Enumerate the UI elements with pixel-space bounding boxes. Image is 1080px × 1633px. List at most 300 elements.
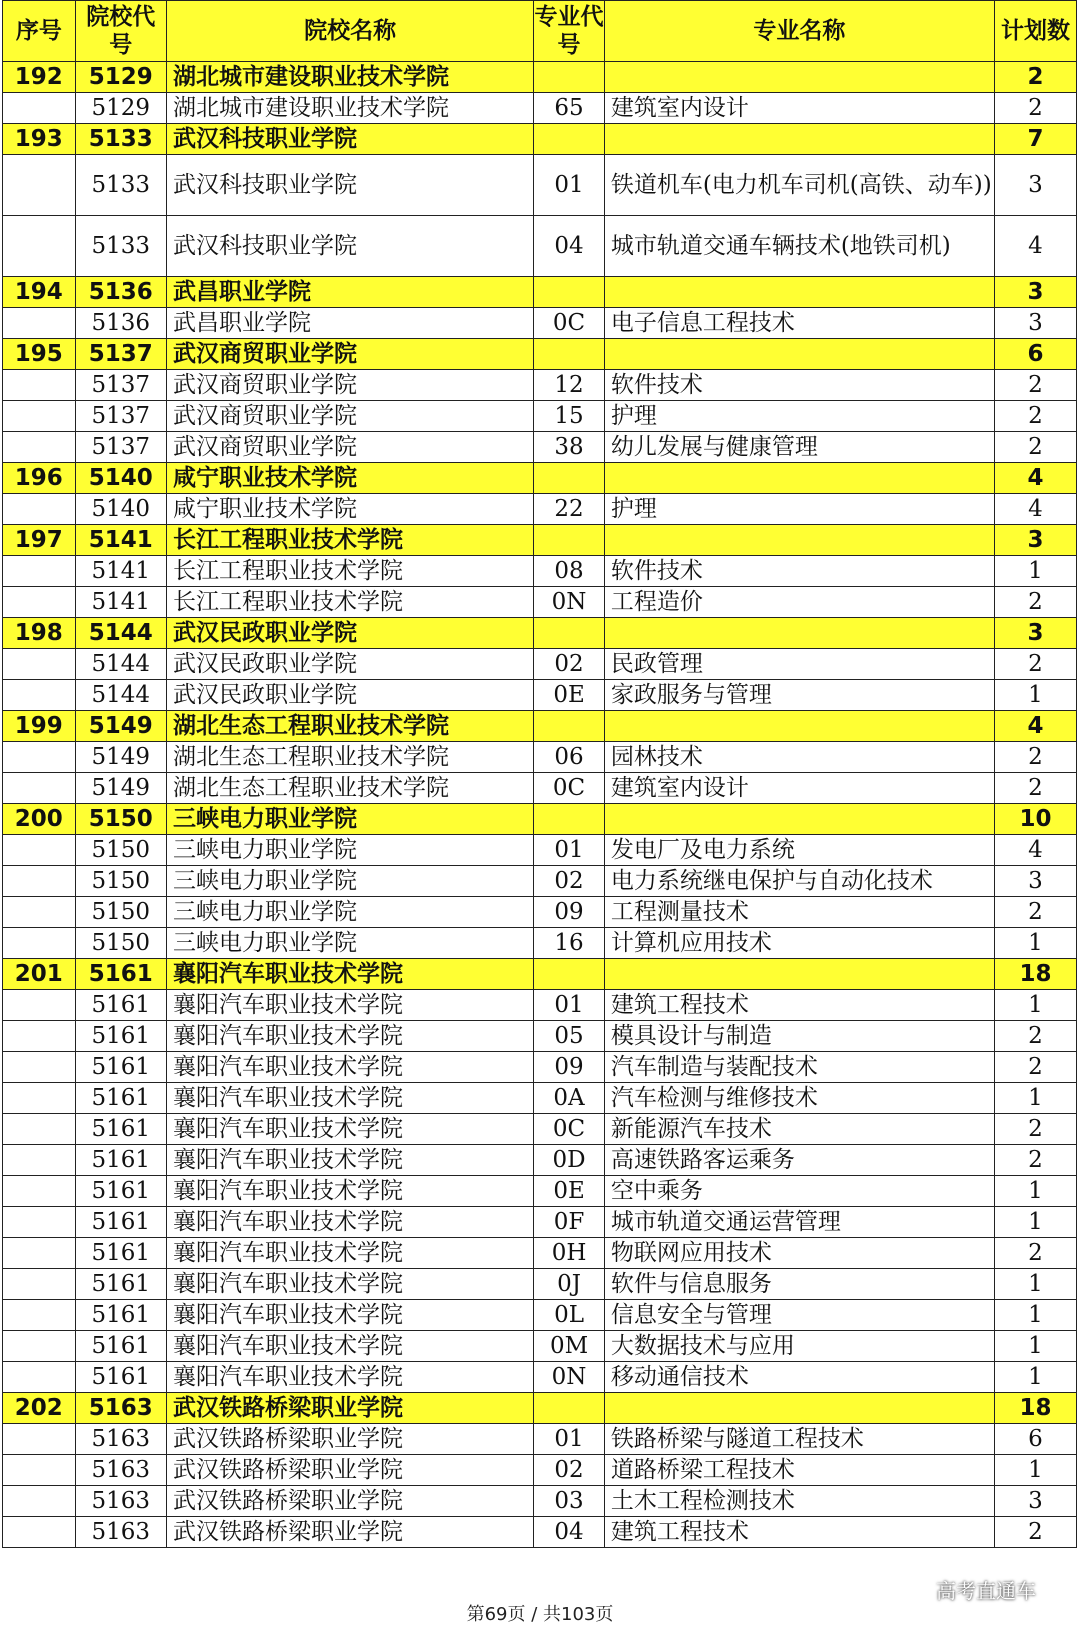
header-major-name: 专业名称	[604, 1, 994, 62]
row-major-code: 01	[534, 990, 605, 1021]
group-seq: 193	[3, 124, 76, 155]
group-major-name	[604, 525, 994, 556]
row-school-code: 5136	[75, 308, 166, 339]
row-school-code: 5144	[75, 649, 166, 680]
major-row	[3, 1021, 1077, 1052]
row-major-name: 电子信息工程技术	[604, 308, 994, 339]
row-school-name: 三峡电力职业学院	[166, 897, 533, 928]
row-seq	[3, 866, 76, 897]
row-school-code: 5161	[75, 1331, 166, 1362]
group-school-code: 5140	[75, 463, 166, 494]
row-school-name: 襄阳汽车职业技术学院	[166, 1176, 533, 1207]
row-school-name: 武汉铁路桥梁职业学院	[166, 1455, 533, 1486]
group-plan-total: 7	[994, 124, 1076, 155]
row-seq	[3, 308, 76, 339]
row-seq	[3, 1300, 76, 1331]
major-row	[3, 587, 1077, 618]
row-major-code: 03	[534, 1486, 605, 1517]
row-school-name: 武汉铁路桥梁职业学院	[166, 1486, 533, 1517]
major-row	[3, 1517, 1077, 1548]
row-school-name: 武汉民政职业学院	[166, 680, 533, 711]
header-major-code: 专业代号	[534, 1, 605, 62]
row-major-code: 16	[534, 928, 605, 959]
row-school-code: 5137	[75, 370, 166, 401]
row-school-code: 5141	[75, 587, 166, 618]
group-school-name: 武汉商贸职业学院	[166, 339, 533, 370]
group-major-code	[534, 804, 605, 835]
row-major-code: 09	[534, 1052, 605, 1083]
row-school-name: 武汉科技职业学院	[166, 216, 533, 277]
group-school-code: 5137	[75, 339, 166, 370]
major-row	[3, 1052, 1077, 1083]
row-major-code: 02	[534, 649, 605, 680]
group-seq: 202	[3, 1393, 76, 1424]
row-plan: 1	[994, 556, 1076, 587]
group-seq: 201	[3, 959, 76, 990]
row-school-name: 武汉商贸职业学院	[166, 370, 533, 401]
row-school-name: 襄阳汽车职业技术学院	[166, 1083, 533, 1114]
row-plan: 2	[994, 370, 1076, 401]
major-row	[3, 897, 1077, 928]
row-major-code: 0J	[534, 1269, 605, 1300]
row-major-name: 城市轨道交通车辆技术(地铁司机)	[604, 216, 994, 277]
group-school-code: 5141	[75, 525, 166, 556]
row-school-code: 5150	[75, 866, 166, 897]
row-major-name: 建筑工程技术	[604, 990, 994, 1021]
header-school-name: 院校名称	[166, 1, 533, 62]
major-row	[3, 990, 1077, 1021]
row-school-name: 武汉商贸职业学院	[166, 432, 533, 463]
school-group-row	[3, 959, 1077, 990]
row-school-code: 5133	[75, 216, 166, 277]
row-seq	[3, 556, 76, 587]
row-school-code: 5163	[75, 1455, 166, 1486]
group-school-code: 5129	[75, 62, 166, 93]
group-major-name	[604, 463, 994, 494]
row-school-name: 襄阳汽车职业技术学院	[166, 990, 533, 1021]
row-plan: 2	[994, 432, 1076, 463]
group-school-name: 襄阳汽车职业技术学院	[166, 959, 533, 990]
row-school-code: 5163	[75, 1424, 166, 1455]
school-group-row	[3, 339, 1077, 370]
group-seq: 199	[3, 711, 76, 742]
row-major-code: 02	[534, 866, 605, 897]
row-major-code: 0D	[534, 1145, 605, 1176]
row-plan: 2	[994, 1114, 1076, 1145]
row-major-name: 新能源汽车技术	[604, 1114, 994, 1145]
row-school-name: 襄阳汽车职业技术学院	[166, 1145, 533, 1176]
row-plan: 1	[994, 1083, 1076, 1114]
group-plan-total: 2	[994, 62, 1076, 93]
row-plan: 1	[994, 1207, 1076, 1238]
row-seq	[3, 1083, 76, 1114]
row-school-code: 5161	[75, 1114, 166, 1145]
group-seq: 192	[3, 62, 76, 93]
row-plan: 2	[994, 649, 1076, 680]
group-school-code: 5144	[75, 618, 166, 649]
row-major-code: 0L	[534, 1300, 605, 1331]
row-school-code: 5161	[75, 1207, 166, 1238]
row-school-name: 襄阳汽车职业技术学院	[166, 1052, 533, 1083]
group-school-name: 武昌职业学院	[166, 277, 533, 308]
row-school-name: 襄阳汽车职业技术学院	[166, 1331, 533, 1362]
row-school-name: 武汉科技职业学院	[166, 155, 533, 216]
row-plan: 2	[994, 401, 1076, 432]
row-school-name: 襄阳汽车职业技术学院	[166, 1238, 533, 1269]
group-major-code	[534, 277, 605, 308]
row-plan: 1	[994, 1331, 1076, 1362]
major-row	[3, 680, 1077, 711]
group-school-code: 5136	[75, 277, 166, 308]
group-plan-total: 3	[994, 525, 1076, 556]
row-major-name: 软件与信息服务	[604, 1269, 994, 1300]
row-major-name: 民政管理	[604, 649, 994, 680]
major-row	[3, 1238, 1077, 1269]
row-major-code: 0N	[534, 1362, 605, 1393]
row-seq	[3, 1486, 76, 1517]
row-plan: 2	[994, 742, 1076, 773]
row-seq	[3, 216, 76, 277]
row-major-code: 05	[534, 1021, 605, 1052]
major-row	[3, 93, 1077, 124]
row-school-name: 武汉铁路桥梁职业学院	[166, 1424, 533, 1455]
row-major-code: 65	[534, 93, 605, 124]
major-row	[3, 432, 1077, 463]
row-school-name: 襄阳汽车职业技术学院	[166, 1114, 533, 1145]
row-school-name: 武昌职业学院	[166, 308, 533, 339]
school-group-row	[3, 277, 1077, 308]
row-school-name: 襄阳汽车职业技术学院	[166, 1269, 533, 1300]
major-row	[3, 1455, 1077, 1486]
row-school-name: 湖北生态工程职业技术学院	[166, 742, 533, 773]
row-school-name: 襄阳汽车职业技术学院	[166, 1362, 533, 1393]
row-seq	[3, 1269, 76, 1300]
group-school-name: 武汉铁路桥梁职业学院	[166, 1393, 533, 1424]
row-school-code: 5140	[75, 494, 166, 525]
row-seq	[3, 1207, 76, 1238]
row-school-name: 武汉铁路桥梁职业学院	[166, 1517, 533, 1548]
group-major-name	[604, 1393, 994, 1424]
row-major-name: 工程造价	[604, 587, 994, 618]
school-group-row	[3, 618, 1077, 649]
row-seq	[3, 649, 76, 680]
major-row	[3, 1145, 1077, 1176]
row-school-code: 5161	[75, 1269, 166, 1300]
row-major-name: 建筑室内设计	[604, 93, 994, 124]
group-major-name	[604, 124, 994, 155]
row-plan: 1	[994, 990, 1076, 1021]
row-major-name: 园林技术	[604, 742, 994, 773]
group-major-code	[534, 525, 605, 556]
row-school-code: 5150	[75, 897, 166, 928]
group-school-code: 5149	[75, 711, 166, 742]
major-row	[3, 1362, 1077, 1393]
row-major-code: 0C	[534, 308, 605, 339]
major-row	[3, 216, 1077, 277]
major-row	[3, 1300, 1077, 1331]
group-major-name	[604, 339, 994, 370]
row-seq	[3, 401, 76, 432]
row-major-code: 0C	[534, 1114, 605, 1145]
group-school-name: 武汉科技职业学院	[166, 124, 533, 155]
group-major-name	[604, 959, 994, 990]
group-major-name	[604, 711, 994, 742]
group-school-name: 武汉民政职业学院	[166, 618, 533, 649]
group-school-name: 长江工程职业技术学院	[166, 525, 533, 556]
row-seq	[3, 1176, 76, 1207]
row-seq	[3, 835, 76, 866]
row-major-name: 城市轨道交通运营管理	[604, 1207, 994, 1238]
row-seq	[3, 587, 76, 618]
row-major-code: 0C	[534, 773, 605, 804]
group-plan-total: 4	[994, 711, 1076, 742]
row-major-name: 移动通信技术	[604, 1362, 994, 1393]
group-major-name	[604, 277, 994, 308]
group-major-code	[534, 959, 605, 990]
group-major-code	[534, 124, 605, 155]
row-school-code: 5161	[75, 1362, 166, 1393]
row-major-code: 01	[534, 1424, 605, 1455]
row-school-code: 5161	[75, 1238, 166, 1269]
row-school-name: 长江工程职业技术学院	[166, 556, 533, 587]
major-row	[3, 556, 1077, 587]
major-row	[3, 1207, 1077, 1238]
row-school-code: 5161	[75, 1300, 166, 1331]
school-group-row	[3, 525, 1077, 556]
row-major-code: 38	[534, 432, 605, 463]
row-plan: 2	[994, 1238, 1076, 1269]
row-school-name: 襄阳汽车职业技术学院	[166, 1207, 533, 1238]
major-row	[3, 494, 1077, 525]
row-plan: 3	[994, 866, 1076, 897]
major-row	[3, 649, 1077, 680]
group-major-name	[604, 62, 994, 93]
row-seq	[3, 1517, 76, 1548]
header-row	[3, 1, 1077, 62]
school-group-row	[3, 1393, 1077, 1424]
row-major-name: 软件技术	[604, 556, 994, 587]
major-row	[3, 1083, 1077, 1114]
row-seq	[3, 680, 76, 711]
row-major-code: 0E	[534, 680, 605, 711]
row-school-code: 5161	[75, 990, 166, 1021]
group-school-code: 5161	[75, 959, 166, 990]
row-seq	[3, 1114, 76, 1145]
group-school-name: 咸宁职业技术学院	[166, 463, 533, 494]
row-major-name: 土木工程检测技术	[604, 1486, 994, 1517]
row-major-name: 护理	[604, 401, 994, 432]
row-school-name: 湖北城市建设职业技术学院	[166, 93, 533, 124]
row-seq	[3, 1021, 76, 1052]
major-row	[3, 866, 1077, 897]
row-plan: 2	[994, 587, 1076, 618]
group-major-code	[534, 463, 605, 494]
row-major-code: 0A	[534, 1083, 605, 1114]
row-major-name: 空中乘务	[604, 1176, 994, 1207]
row-major-name: 高速铁路客运乘务	[604, 1145, 994, 1176]
row-seq	[3, 93, 76, 124]
major-row	[3, 155, 1077, 216]
row-major-name: 计算机应用技术	[604, 928, 994, 959]
row-plan: 1	[994, 1362, 1076, 1393]
group-major-code	[534, 618, 605, 649]
row-school-name: 襄阳汽车职业技术学院	[166, 1021, 533, 1052]
row-major-name: 铁道机车(电力机车司机(高铁、动车))	[604, 155, 994, 216]
row-school-name: 三峡电力职业学院	[166, 835, 533, 866]
row-school-code: 5161	[75, 1021, 166, 1052]
row-major-name: 铁路桥梁与隧道工程技术	[604, 1424, 994, 1455]
row-school-code: 5149	[75, 742, 166, 773]
row-major-name: 模具设计与制造	[604, 1021, 994, 1052]
row-seq	[3, 897, 76, 928]
row-plan: 3	[994, 1486, 1076, 1517]
row-major-name: 信息安全与管理	[604, 1300, 994, 1331]
row-school-code: 5161	[75, 1083, 166, 1114]
row-seq	[3, 1362, 76, 1393]
row-plan: 1	[994, 1176, 1076, 1207]
major-row	[3, 1331, 1077, 1362]
row-major-code: 01	[534, 835, 605, 866]
row-school-name: 三峡电力职业学院	[166, 928, 533, 959]
school-group-row	[3, 711, 1077, 742]
major-row	[3, 1424, 1077, 1455]
row-seq	[3, 773, 76, 804]
row-school-code: 5137	[75, 401, 166, 432]
group-school-name: 三峡电力职业学院	[166, 804, 533, 835]
row-seq	[3, 494, 76, 525]
row-plan: 1	[994, 680, 1076, 711]
row-major-code: 15	[534, 401, 605, 432]
row-major-name: 发电厂及电力系统	[604, 835, 994, 866]
row-major-code: 01	[534, 155, 605, 216]
row-major-code: 09	[534, 897, 605, 928]
row-school-name: 武汉民政职业学院	[166, 649, 533, 680]
major-row	[3, 308, 1077, 339]
row-school-code: 5129	[75, 93, 166, 124]
group-major-code	[534, 711, 605, 742]
plan-table	[2, 0, 1077, 1548]
group-major-code	[534, 62, 605, 93]
row-school-code: 5161	[75, 1145, 166, 1176]
major-row	[3, 1269, 1077, 1300]
group-seq: 195	[3, 339, 76, 370]
row-major-code: 22	[534, 494, 605, 525]
row-plan: 2	[994, 1145, 1076, 1176]
row-school-name: 襄阳汽车职业技术学院	[166, 1300, 533, 1331]
row-seq	[3, 370, 76, 401]
group-major-name	[604, 618, 994, 649]
row-school-code: 5163	[75, 1486, 166, 1517]
group-major-name	[604, 804, 994, 835]
group-seq: 200	[3, 804, 76, 835]
row-seq	[3, 432, 76, 463]
row-plan: 2	[994, 1021, 1076, 1052]
row-plan: 1	[994, 1269, 1076, 1300]
major-row	[3, 773, 1077, 804]
row-plan: 2	[994, 1517, 1076, 1548]
row-school-code: 5149	[75, 773, 166, 804]
row-plan: 3	[994, 155, 1076, 216]
row-school-code: 5163	[75, 1517, 166, 1548]
row-seq	[3, 1145, 76, 1176]
row-major-name: 大数据技术与应用	[604, 1331, 994, 1362]
row-seq	[3, 1455, 76, 1486]
row-school-code: 5161	[75, 1176, 166, 1207]
row-school-name: 三峡电力职业学院	[166, 866, 533, 897]
row-major-name: 建筑工程技术	[604, 1517, 994, 1548]
row-plan: 4	[994, 835, 1076, 866]
row-major-name: 电力系统继电保护与自动化技术	[604, 866, 994, 897]
row-seq	[3, 1238, 76, 1269]
group-plan-total: 18	[994, 1393, 1076, 1424]
row-major-name: 建筑室内设计	[604, 773, 994, 804]
row-school-code: 5150	[75, 928, 166, 959]
group-plan-total: 18	[994, 959, 1076, 990]
group-seq: 194	[3, 277, 76, 308]
group-school-code: 5133	[75, 124, 166, 155]
group-major-code	[534, 1393, 605, 1424]
row-major-name: 物联网应用技术	[604, 1238, 994, 1269]
row-seq	[3, 1052, 76, 1083]
row-major-name: 工程测量技术	[604, 897, 994, 928]
group-school-name: 湖北生态工程职业技术学院	[166, 711, 533, 742]
row-plan: 1	[994, 928, 1076, 959]
group-plan-total: 4	[994, 463, 1076, 494]
row-major-code: 04	[534, 1517, 605, 1548]
row-school-code: 5144	[75, 680, 166, 711]
group-school-code: 5150	[75, 804, 166, 835]
group-plan-total: 3	[994, 618, 1076, 649]
row-major-name: 幼儿发展与健康管理	[604, 432, 994, 463]
group-plan-total: 10	[994, 804, 1076, 835]
row-school-name: 武汉商贸职业学院	[166, 401, 533, 432]
row-school-name: 湖北生态工程职业技术学院	[166, 773, 533, 804]
row-major-code: 0M	[534, 1331, 605, 1362]
row-major-name: 软件技术	[604, 370, 994, 401]
major-row	[3, 1176, 1077, 1207]
admission-plan-sheet	[2, 0, 1077, 1548]
row-seq	[3, 742, 76, 773]
row-plan: 1	[994, 1300, 1076, 1331]
group-plan-total: 3	[994, 277, 1076, 308]
row-school-code: 5133	[75, 155, 166, 216]
row-major-name: 道路桥梁工程技术	[604, 1455, 994, 1486]
row-major-code: 08	[534, 556, 605, 587]
row-seq	[3, 155, 76, 216]
row-plan: 2	[994, 1052, 1076, 1083]
row-major-name: 家政服务与管理	[604, 680, 994, 711]
major-row	[3, 401, 1077, 432]
header-school-code: 院校代号	[75, 1, 166, 62]
row-plan: 2	[994, 897, 1076, 928]
page-footer: 第69页 / 共103页	[466, 1604, 614, 1625]
group-seq: 196	[3, 463, 76, 494]
row-seq	[3, 928, 76, 959]
row-school-code: 5141	[75, 556, 166, 587]
group-school-code: 5163	[75, 1393, 166, 1424]
school-group-row	[3, 463, 1077, 494]
row-school-name: 咸宁职业技术学院	[166, 494, 533, 525]
row-school-code: 5161	[75, 1052, 166, 1083]
row-seq	[3, 1331, 76, 1362]
row-major-name: 护理	[604, 494, 994, 525]
row-major-code: 0H	[534, 1238, 605, 1269]
row-major-code: 12	[534, 370, 605, 401]
major-row	[3, 1114, 1077, 1145]
row-seq	[3, 1424, 76, 1455]
school-group-row	[3, 62, 1077, 93]
row-plan: 4	[994, 494, 1076, 525]
